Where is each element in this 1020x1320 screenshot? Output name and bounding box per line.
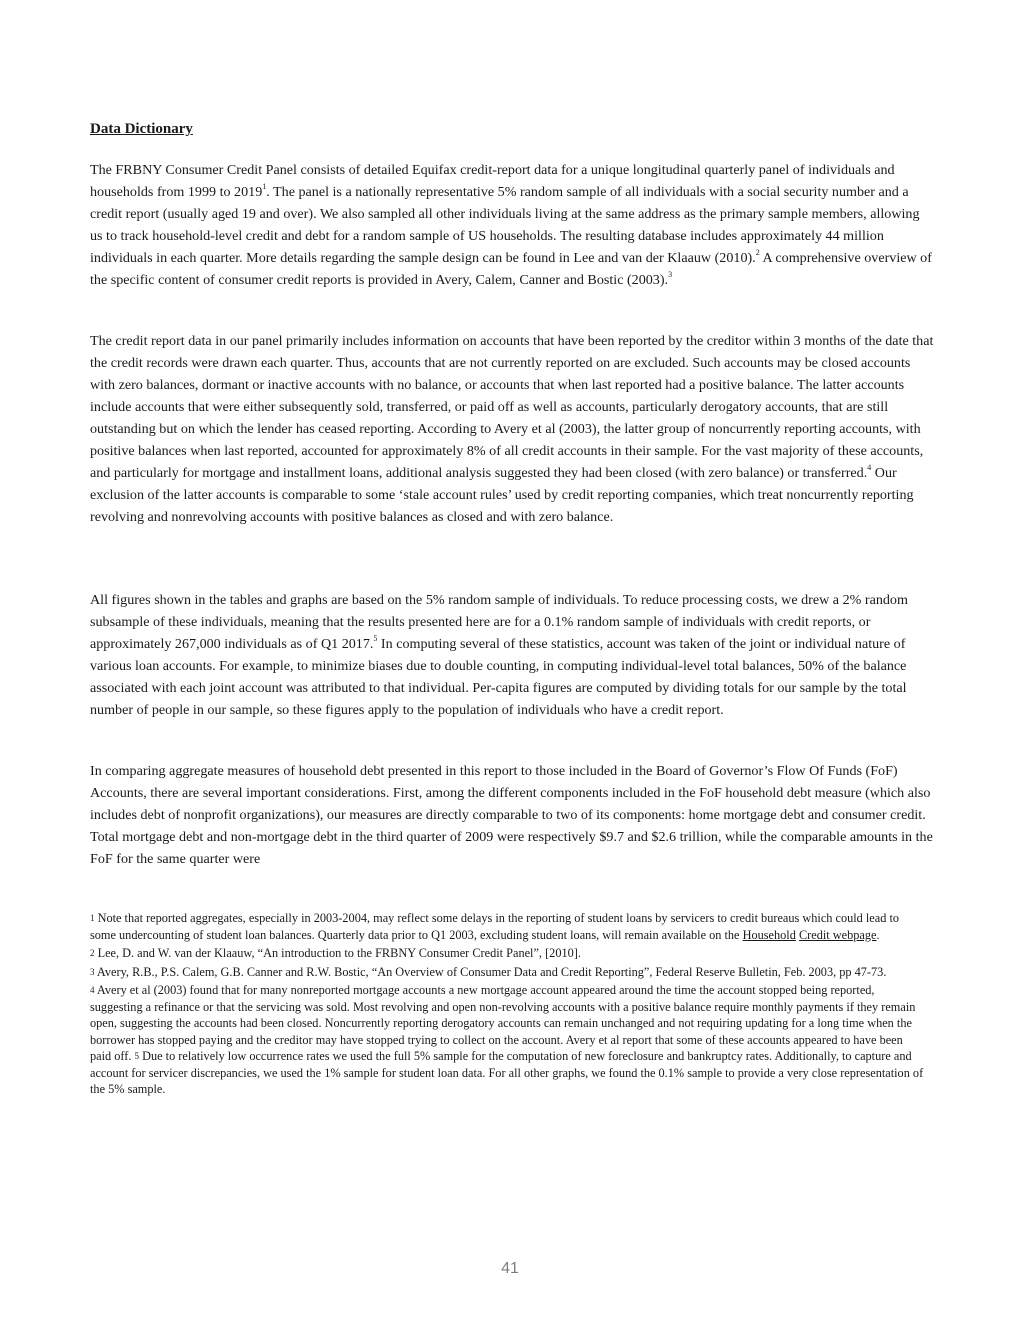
- footnote-text: Avery, R.B., P.S. Calem, G.B. Canner and R.W. Bostic, “An Overview of Consumer Data and Credit Reporting”, Federal Reserve Bulletin, Feb. 2003, pp 47-73.: [94, 964, 887, 979]
- paragraph-text: In comparing aggregate measures of household debt presented in this report to those included in the Board of Governor’s Flow Of Funds (FoF) Accounts, there are several important considerations. First, among the different components included in the FoF household debt measure (which also includes debt of nonprofit organizations), our measures are directly comparable to two of its components: home mortgage debt and consumer credit. Total mortgage debt and non-mortgage debt in the third quarter of 2009 were respectively $9.7 and $2.6 trillion, while the comparable amounts in the FoF for the same quarter were: [90, 763, 933, 867]
- paragraph-text: The FRBNY Consumer Credit Panel consists of detailed Equifax credit-report data for a unique longitudinal quarterly panel of individuals and households from 1999 to 2019: [90, 162, 895, 200]
- footnote-mark: 5: [134, 1051, 140, 1061]
- footnotes-section: [90, 910, 925, 1100]
- paragraph-text: Our exclusion of the latter accounts is comparable to some ‘stale account rules’ used by credit reporting companies, which treat noncurrently reporting revolving and nonrevolving accounts with positive balances as closed and with zero balance.: [90, 465, 914, 525]
- paragraph-sampling: [90, 589, 935, 721]
- paragraph-text: . The panel is a nationally representative 5% random sample of all individuals with a social security number and a credit report (usually aged 19 and over). We also sampled all other individuals living at the same address as the primary sample members, allowing us to track household-level credit and debt for a random sample of US households. The resulting database includes approximately 44 million individuals in each quarter. More details regarding the sample design can be found in Lee and van der Klaauw (2010).: [90, 184, 920, 266]
- page-number: 41: [501, 1260, 519, 1277]
- footnote-ref-5[interactable]: 5: [373, 634, 378, 644]
- footnote-mark: 4: [90, 985, 95, 995]
- paragraph-text: The credit report data in our panel primarily includes information on accounts that have been reported by the creditor within 3 months of the date that the credit records were drawn each quarter. Thus, accounts that are not currently reported on are excluded. Such accounts may be closed accounts with zero balances, dormant or inactive accounts with no balance, or accounts that when last reported had a positive balance. The latter accounts include accounts that were either subsequently sold, transferred, or paid off as well as accounts, particularly derogatory accounts, that are still outstanding but on which the lender has ceased reporting. According to Avery et al (2003), the latter group of noncurrently reporting accounts, with positive balances when last reported, accounted for approximately 8% of all credit accounts in their sample. For the vast majority of these accounts, and particularly for mortgage and installment loans, additional analysis suggested they had been closed (with zero balance) or transferred.: [90, 333, 934, 481]
- paragraph-credit-report-data: [90, 330, 935, 528]
- paragraph-panel-description: [90, 159, 935, 291]
- credit-webpage-link[interactable]: Credit webpage: [798, 927, 877, 942]
- footnote-text: Lee, D. and W. van der Klaauw, “An introduction to the FRBNY Consumer Credit Panel”, [2010].: [94, 946, 581, 960]
- footnote-ref-2[interactable]: 2: [755, 248, 760, 258]
- footnote-ref-3[interactable]: 3: [668, 270, 673, 280]
- footnote-mark: 3: [90, 966, 95, 977]
- footnote-ref-1[interactable]: 1: [262, 182, 267, 192]
- footnote-text: Due to relatively low occurrence rates we used the full 5% sample for the computation of new foreclosure and bankruptcy rates. Additionally, to capture and account for servicer discrepancies, we used the 1% sample for student loan data. For all other graphs, we found the 0.1% sample to provide a very close representation of the 5% sample.: [90, 1049, 924, 1096]
- footnote-1: [90, 910, 925, 943]
- paragraph-aggregate-comparison: [90, 760, 935, 870]
- footnote-text: .: [876, 927, 880, 942]
- footnote-2: [90, 945, 925, 962]
- footnote-3: [90, 964, 925, 981]
- household-link[interactable]: Household: [742, 927, 796, 942]
- footnote-mark: 1: [90, 913, 95, 923]
- paragraph-text: In computing several of these statistics, account was taken of the joint or individual nature of various loan accounts. For example, to minimize biases due to double counting, in computing individual-level total balances, 50% of the balance associated with each joint account was attributed to that individual. Per-capita figures are computed by dividing totals for our sample by the total number of people in our sample, so these figures apply to the population of individuals who have a credit report.: [90, 636, 907, 718]
- footnote-text: Note that reported aggregates, especially in 2003-2004, may reflect some delays in the reporting of student loans by servicers to credit bureaus which could lead to some undercounting of student loan balances. Quarterly data prior to Q1 2003, excluding student loans, will remain available on the: [90, 911, 900, 942]
- footnote-mark: 2: [90, 948, 95, 958]
- paragraph-text: A comprehensive overview of the specific content of consumer credit reports is provided in Avery, Calem, Canner and Bostic (2003).: [90, 250, 932, 288]
- footnote-ref-4[interactable]: 4: [867, 463, 872, 473]
- paragraph-text: All figures shown in the tables and graphs are based on the 5% random sample of individuals. To reduce processing costs, we drew a 2% random subsample of these individuals, meaning that the results presented here are for a 0.1% random sample of individuals with credit reports, or approximately 267,000 individuals as of Q1 2017.: [90, 592, 908, 652]
- footnote-text: Avery et al (2003) found that for many nonreported mortgage accounts a new mortgage account appeared around the time the account stopped being reported, suggesting a refinance or that the servicing was sold. Most revolving and open non-revolving accounts with a positive balance require monthly payments if they remain open, suggesting the accounts had been closed. Noncurrently reporting derogatory accounts can remain unchanged and not requiring updating for a long time when the borrower has stopped paying and the creditor may have stopped trying to collect on the account. Avery et al report that some of these accounts appeared to have been paid off.: [90, 983, 916, 1063]
- section-heading: Data Dictionary: [90, 121, 193, 137]
- footnote-4-5: [90, 982, 925, 1098]
